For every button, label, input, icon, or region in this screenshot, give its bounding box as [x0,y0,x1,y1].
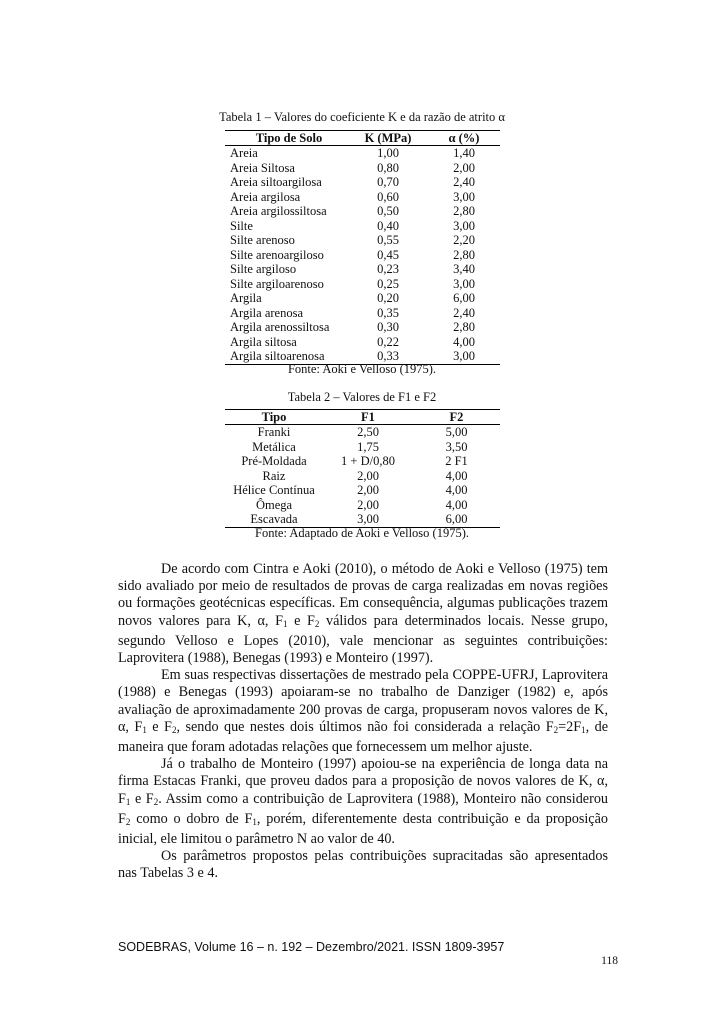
table1-cell: 0,80 [377,160,399,175]
table2-row [225,425,500,440]
table1-cell: Silte arenoargiloso [230,247,324,262]
table2-row [225,440,500,455]
table1-cell: 2,40 [453,175,475,189]
table2-cell: 2,00 [357,468,379,483]
table1-cell: 0,25 [377,276,399,291]
table1-cell: Argila [230,291,262,305]
table2-cell: Pré-Moldada [241,454,307,468]
table2-source: Fonte: Adaptado de Aoki e Velloso (1975). [255,526,469,540]
table2-row [225,483,500,498]
table2-header: Tipo [225,410,323,425]
table1-cell: 3,00 [453,189,475,204]
table1-cell: 0,70 [377,175,399,189]
table2-cell: 1 + D/0,80 [341,454,395,468]
table1-cell: Argila siltosa [230,334,297,349]
table2-cell: 6,00 [445,512,468,526]
table2-cell: Escavada [250,512,298,526]
table2-header: F2 [413,410,500,425]
table1-cell: 0,33 [377,349,399,363]
body-text [118,561,608,883]
table2-cell: 2,00 [357,483,379,497]
table1-row [225,320,500,335]
table1-row [225,291,500,306]
table1-cell: 2,80 [453,247,475,262]
table1-cell: 0,23 [377,262,399,276]
table1-cell: 3,00 [453,218,475,233]
table1-cell: 2,80 [453,204,475,218]
table2-header: F1 [323,410,413,425]
table1-row [225,161,500,176]
table1-cell: 0,55 [377,233,399,247]
table1-row [225,219,500,234]
table2-cell: Franki [257,425,291,439]
paragraph: Em suas respectivas dissertações de mestrado pela COPPE-UFRJ, Laprovitera (1988) e Benegas (1993) apoiaram-se no trabalho de Danziger (1982) e, após avaliação de aproximadamente 200 provas de carga, propuseram novos valores de K, α, $F_1$ e $F_2$, sendo que nestes dois últimos não foi considerada a relação $F_2=2F_1$, de maneira que foram adotadas relações que fornecessem um melhor ajuste. [118,667,609,756]
table1-cell: 2,00 [453,160,475,175]
table2-cell: 4,00 [445,468,468,483]
table1-header: K (MPa) [348,131,428,146]
table1-cell: 0,60 [377,189,399,204]
table1-cell: 0,22 [377,334,399,349]
table1-cell: 6,00 [453,291,475,305]
table1-cell: Silte argiloarenoso [230,276,324,291]
table1-cell: 3,00 [453,349,475,363]
table1 [225,130,500,365]
table2-cell: Ômega [255,497,293,512]
table2-cell: Raiz [262,468,286,483]
table2-cell: Hélice Contínua [233,483,315,497]
table1-header: α (%) [428,131,500,146]
table2 [225,409,500,528]
table1-cell: 0,40 [377,218,399,233]
table1-cell: Argila arenosa [230,305,304,320]
table1-row [225,262,500,277]
table2-row [225,498,500,513]
table1-cell: Areia argilosa [230,189,301,204]
table1-header: Tipo de Solo [225,131,348,146]
table2-cell: 2,00 [357,497,379,512]
table1-cell: 3,00 [453,276,475,291]
page-number: 118 [601,955,618,967]
paragraph: De acordo com Cintra e Aoki (2010), o método de Aoki e Velloso (1975) tem sido avaliado por meio de resultados de provas de carga realizadas em novas regiões ou formações geotécnicas específicas. Em consequência, algumas publicações trazem novos valores para K, α, $F_1$ e $F_2$ válidos para determinados locais. Nesse grupo, segundo Velloso e Lopes (2010), vale mencionar as seguintes contribuições: Laprovitera (1988), Benegas (1993) e Monteiro (1997). [118,561,608,667]
table1-cell: 1,00 [377,146,399,160]
table2-cell: 2 F1 [445,454,468,468]
table1-cell: Silte argiloso [230,262,297,276]
table1-cell: 1,40 [453,146,475,160]
table2-cell: 1,75 [357,439,379,454]
table1-cell: 0,35 [377,305,399,320]
table1-cell: 0,20 [377,291,399,305]
table1-cell: Areia siltoargilosa [230,175,322,189]
table2-row [225,512,500,527]
table1-cell: Areia Siltosa [230,160,295,175]
table1-cell: 0,45 [377,247,399,262]
table2-row [225,469,500,484]
table1-row [225,335,500,350]
table1-row [225,306,500,321]
table1-cell: 4,00 [453,334,475,349]
table1-cell: 2,80 [453,320,475,334]
table2-cell: 3,00 [357,512,379,526]
table1-cell: Silte arenoso [230,233,295,247]
table1-cell: 3,40 [453,262,475,276]
table1-caption: Tabela 1 – Valores do coeficiente K e da razão de atrito α [219,110,505,124]
table2-row [225,454,500,469]
table1-row [225,204,500,219]
table1-cell: 0,30 [377,320,399,334]
paragraph: Já o trabalho de Monteiro (1997) apoiou-se na experiência de longa data na firma Estacas Franki, que proveu dados para a proposição de novos valores de K, α, $F_1$ e $F_2$. Assim como a contribuição de Laprovitera (1988), Monteiro não considerou $F_2$ como o dobro de $F_1$, porém, diferentemente desta contribuição e da proposição inicial, ele limitou o parâmetro N ao valor de 40. [118,756,609,848]
table2-cell: 4,00 [445,483,468,497]
table2-cell: 3,50 [445,439,468,454]
table1-cell: Silte [230,218,253,233]
table1-source: Fonte: Aoki e Velloso (1975). [287,362,437,376]
page-footer: SODEBRAS, Volume 16 – n. 192 – Dezembro/2021. ISSN 1809-3957 [118,940,505,954]
table1-cell: Argila arenossiltosa [230,320,330,334]
table1-row [225,277,500,292]
table2-cell: Metálica [252,439,296,454]
table2-cell: 2,50 [357,425,379,439]
table2-caption: Tabela 2 – Valores de F1 e F2 [287,390,437,404]
table1-cell: Argila siltoarenosa [230,349,325,363]
table2-cell: 5,00 [445,425,468,439]
table1-row [225,146,500,161]
table1-cell: Areia argilossiltosa [230,204,327,218]
table1-row [225,248,500,263]
table1-row [225,190,500,205]
table1-row [225,233,500,248]
table1-cell: 2,40 [453,305,475,320]
table2-cell: 4,00 [445,497,468,512]
table1-cell: 0,50 [377,204,399,218]
table1-cell: 2,20 [453,233,475,247]
table1-row [225,175,500,190]
paragraph: Os parâmetros propostos pelas contribuições supracitadas são apresentados nas Tabelas 3 e 4. [118,848,608,882]
table1-cell: Areia [230,146,258,160]
